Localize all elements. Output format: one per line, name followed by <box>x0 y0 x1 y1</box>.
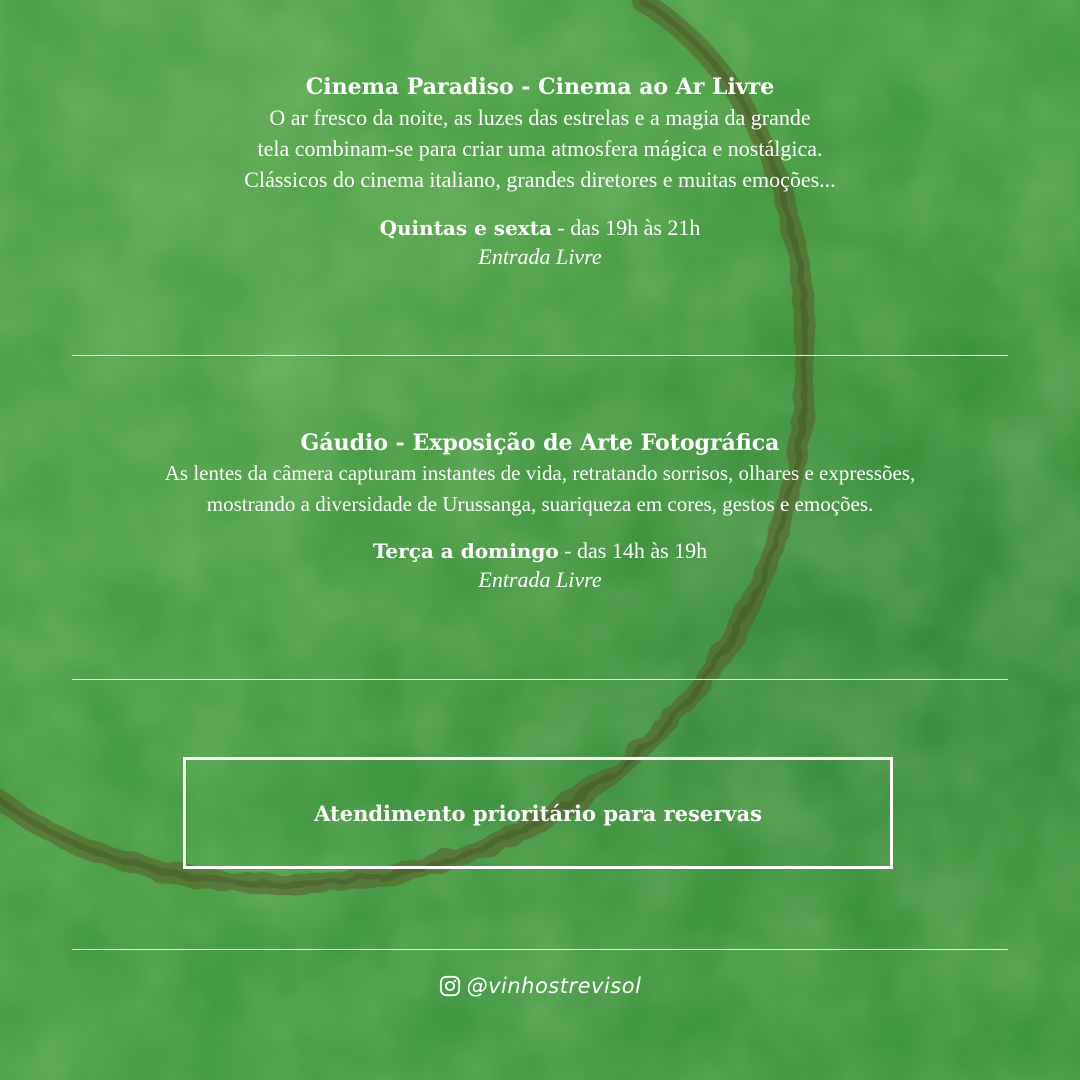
event-exhibition <box>0 428 1080 594</box>
entry-note: Entrada Livre <box>478 244 602 269</box>
event-description-line: mostrando a diversidade de Urussanga, suariqueza em cores, gestos e emoções. <box>206 492 874 516</box>
event-description-line: tela combinam-se para criar uma atmosfera mágica e nostálgica. <box>257 136 823 161</box>
event-description-line: Clássicos do cinema italiano, grandes diretores e muitas emoções... <box>244 167 836 192</box>
event-description-line: As lentes da câmera capturam instantes de vida, retratando sorrisos, olhares e expressões, <box>164 461 916 485</box>
schedule-days: Terça a domingo <box>372 539 559 563</box>
divider <box>72 679 1008 680</box>
divider <box>72 355 1008 356</box>
event-title: Cinema Paradiso - Cinema ao Ar Livre <box>305 74 775 100</box>
entry-note: Entrada Livre <box>478 567 602 592</box>
reservation-priority-label: Atendimento prioritário para reservas <box>314 800 762 826</box>
schedule-days: Quintas e sexta <box>379 216 552 240</box>
reservation-priority-box <box>183 757 893 869</box>
social-handle[interactable] <box>0 974 1080 1001</box>
event-description-line: O ar fresco da noite, as luzes das estrelas e a magia da grande <box>269 105 811 130</box>
instagram-icon <box>439 975 461 997</box>
divider <box>72 949 1008 950</box>
schedule-hours: - das 19h às 21h <box>551 215 701 240</box>
instagram-handle[interactable]: @vinhostrevisol <box>466 974 642 998</box>
event-title: Gáudio - Exposição de Arte Fotográfica <box>300 430 780 456</box>
event-cinema <box>0 72 1080 271</box>
schedule-hours: - das 14h às 19h <box>558 538 708 563</box>
event-schedule <box>0 536 1080 566</box>
event-schedule <box>0 213 1080 243</box>
